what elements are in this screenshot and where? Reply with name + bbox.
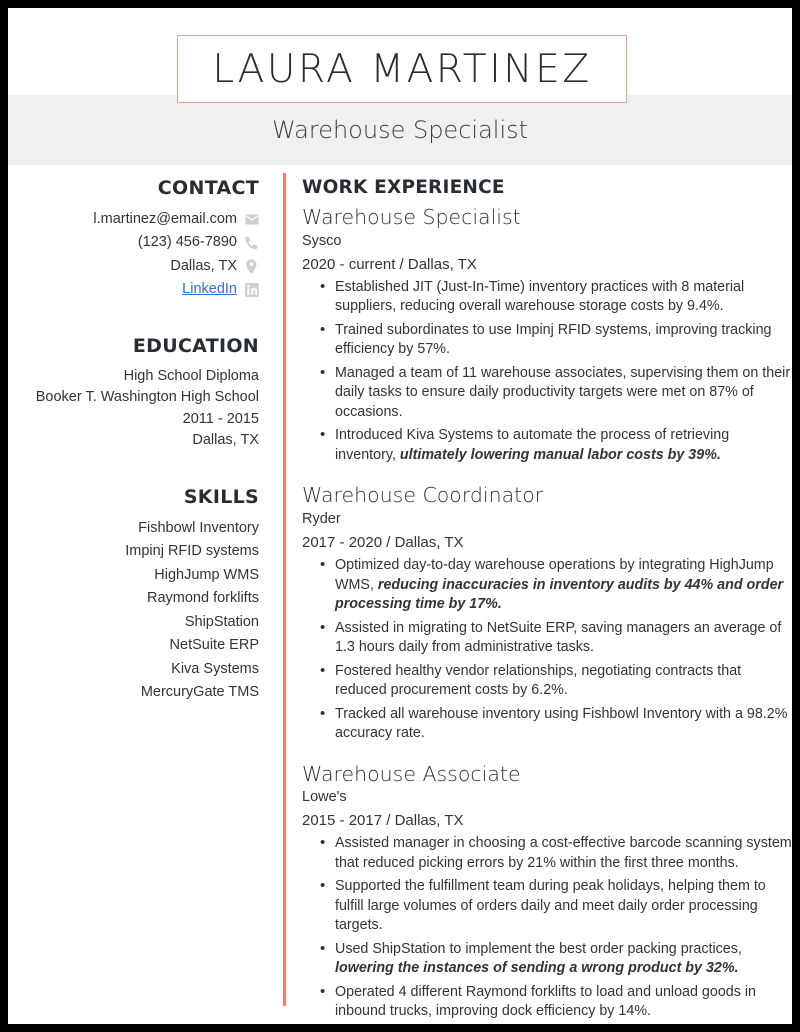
- column-divider: [283, 173, 286, 1006]
- phone-icon: [244, 235, 259, 250]
- skill-item: Raymond forklifts: [146, 590, 259, 607]
- bullet-text: Assisted in migrating to NetSuite ERP, saving managers an average of 1.3 hours daily from administrative tasks.: [335, 619, 782, 656]
- job-bullet: [335, 940, 792, 979]
- education-line: 2011 - 2015: [182, 410, 259, 427]
- skills-list: [8, 517, 259, 705]
- skill-item: MercuryGate TMS: [140, 684, 259, 701]
- resume-page: [8, 8, 792, 1024]
- candidate-headline: Warehouse Specialist: [271, 116, 529, 144]
- job-bullet: [335, 278, 792, 317]
- contact-item: [8, 231, 259, 253]
- job-bullet: [335, 877, 792, 936]
- job-bullet: [335, 619, 792, 658]
- job-entry: [302, 483, 792, 743]
- job-dates-location: 2020 - current / Dallas, TX: [302, 255, 477, 273]
- name-box: [177, 35, 627, 103]
- job-bullet: [335, 983, 792, 1022]
- job-dates-location: 2017 - 2020 / Dallas, TX: [302, 533, 464, 551]
- resume-body: [8, 165, 792, 1024]
- bullet-emphasis: lowering the instances of sending a wrong product by 32%.: [335, 960, 739, 977]
- bullet-text: Established JIT (Just-In-Time) inventory practices with 8 material suppliers, reducing overall warehouse storage costs by 9.4%.: [335, 278, 745, 315]
- skill-item: Kiva Systems: [171, 660, 259, 677]
- contact-item: [8, 255, 259, 277]
- job-bullet-list: [302, 556, 792, 744]
- job-company: Ryder: [302, 511, 341, 528]
- education-line: High School Diploma: [123, 367, 259, 384]
- bullet-text: Supported the fulfillment team during peak holidays, helping them to fulfill large volumes of orders daily and meet daily order processing targets.: [335, 878, 766, 934]
- candidate-name: LAURA MARTINEZ: [212, 46, 592, 92]
- job-title: Warehouse Associate: [302, 761, 521, 786]
- skill-item: ShipStation: [184, 613, 259, 630]
- contact-item-text: (123) 456-7890: [137, 234, 237, 251]
- bullet-text: Tracked all warehouse inventory using Fishbowl Inventory with a 98.2% accuracy rate.: [335, 705, 788, 742]
- location-pin-icon: [244, 259, 259, 274]
- linkedin-icon: [244, 282, 259, 297]
- bullet-text: Optimized day-to-day warehouse operations by integrating HighJump WMS,: [335, 557, 774, 593]
- skills-heading: SKILLS: [183, 485, 259, 508]
- job-bullet: [335, 426, 792, 465]
- education-list: [8, 366, 259, 452]
- job-title: Warehouse Coordinator: [302, 483, 544, 508]
- education-line: Dallas, TX: [192, 432, 259, 449]
- bullet-text: Managed a team of 11 warehouse associates, supervising them on their daily tasks to ensure daily productivity targets were met on 87% of occasions.: [335, 364, 791, 420]
- job-bullet-list: [302, 278, 792, 466]
- job-list: [302, 205, 792, 1022]
- contact-list: [8, 208, 259, 301]
- bullet-text: Trained subordinates to use Impinj RFID systems, improving tracking efficiency by 57%.: [335, 321, 772, 358]
- job-bullet-list: [302, 834, 792, 1022]
- education-line: Booker T. Washington High School: [35, 389, 259, 406]
- skill-item: Fishbowl Inventory: [138, 519, 259, 536]
- job-entry: [302, 762, 792, 1022]
- bullet-text: Assisted manager in choosing a cost-effective barcode scanning system that reduced picking errors by 21% within the first three months.: [335, 835, 792, 871]
- sidebar: [8, 177, 275, 1024]
- bullet-text: Used ShipStation to implement the best order packing practices,: [335, 940, 742, 957]
- skill-item: HighJump WMS: [154, 566, 259, 583]
- education-heading: EDUCATION: [132, 334, 259, 357]
- job-bullet: [335, 834, 792, 873]
- contact-item: [8, 208, 259, 230]
- job-bullet: [335, 556, 792, 615]
- bullet-text: Introduced Kiva Systems to automate the process of retrieving inventory,: [335, 427, 730, 463]
- job-bullet: [335, 662, 792, 701]
- contact-item-text: Dallas, TX: [170, 257, 237, 274]
- contact-item-text: l.martinez@email.com: [93, 211, 237, 227]
- contact-item[interactable]: [8, 278, 259, 300]
- linkedin-link[interactable]: LinkedIn: [182, 281, 237, 298]
- skill-item: Impinj RFID systems: [125, 543, 259, 560]
- job-title: Warehouse Specialist: [302, 205, 521, 229]
- job-entry: [302, 205, 792, 465]
- main-content: [275, 177, 792, 1024]
- bullet-text: Operated 4 different Raymond forklifts to load and unload goods in inbound trucks, improving dock efficiency by 14%.: [335, 983, 756, 1020]
- skill-item: NetSuite ERP: [169, 637, 259, 654]
- contact-item-text[interactable]: [182, 278, 237, 300]
- bullet-text: Fostered healthy vendor relationships, negotiating contracts that reduced procurement costs by 6.2%.: [335, 662, 742, 699]
- work-experience-heading: WORK EXPERIENCE: [302, 177, 505, 198]
- job-dates-location: 2015 - 2017 / Dallas, TX: [302, 812, 464, 830]
- job-company: Sysco: [302, 232, 342, 249]
- bullet-emphasis: ultimately lowering manual labor costs by 39%.: [399, 446, 721, 463]
- job-bullet: [335, 321, 792, 360]
- job-bullet: [335, 705, 792, 744]
- resume-header: [8, 8, 792, 165]
- envelope-icon: [244, 212, 259, 227]
- job-company: Lowe's: [302, 789, 347, 806]
- contact-heading: CONTACT: [157, 177, 259, 199]
- job-bullet: [335, 364, 792, 423]
- bullet-emphasis: reducing inaccuracies in inventory audits by 44% and order processing time by 17%.: [335, 576, 784, 613]
